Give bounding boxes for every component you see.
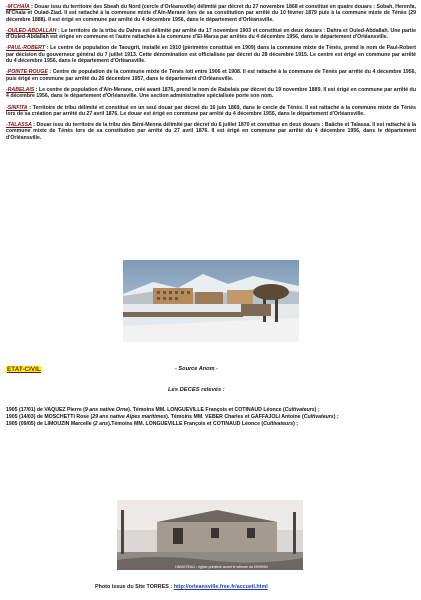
deces-record	[6, 407, 416, 414]
commune-description: : Le centre de population d'Aïn-Merane, créé avant 1876, prend le nom de Rabelais par décret du 19 novembre 1889. Il est érigé en commune par arrêté du 4 décembre 1956, dans le département d'Orléansville. Une section administrative spécialisée porte son nom.	[6, 86, 416, 100]
commune-entry	[6, 69, 416, 82]
source-label: - Source Anom -	[175, 366, 218, 372]
commune-name: -TALASSA	[6, 122, 32, 129]
deces-end: ) ;	[314, 407, 320, 413]
deces-detail: 2 ans	[94, 421, 109, 427]
deces-list	[6, 407, 416, 428]
commune-entry	[6, 87, 416, 100]
deces-rest: ). Témoins MM. LONGUEVILLE François et COTINAUD Léonce (	[128, 407, 285, 413]
photo-overlay-text: HANOTEAU - église primitive avant le séisme du 09/09/54	[175, 565, 268, 569]
commune-entry	[6, 122, 416, 141]
commune-description: : Le centre de population de Taougrit, installé en 1910 (périmètre constitué en 1909) dans la commune mixte de Ténès, prend le nom de Paul-Robert par décision du gouverneur général du 7 juillet 1913. Cette dénomination est officialisée par décret du 28 décembre 1915. Le centre est érigé en commune par arrêté du 4 décembre 1956, dans le département d'Orléansville.	[6, 45, 416, 65]
deces-rest: ).Témoins MM. LONGUEVILLE François et COTINAUD Léonce (	[108, 421, 264, 427]
deces-end: ) ;	[293, 421, 299, 427]
commune-name: -PAUL-ROBERT	[6, 45, 45, 52]
caption-prefix: Photo issue du Site TORRES :	[95, 584, 174, 590]
deces-date: 1905 (14/03) de MOSCHETTI Rose (	[6, 414, 93, 420]
deces-record	[6, 421, 416, 428]
deces-role: Cultivateurs	[303, 414, 334, 420]
commune-entry	[6, 45, 416, 64]
commune-description: : Territoire de tribu délimité et constitué en un seul douar par décret du 16 juin 1869, dans le cercle de Ténès. Il est rattaché à la commune mixte de Ténès lors de sa création par arrêté du 27 avril 1876. Le douar est érigé en commune par arrêté du 4 décembre 1956, dans le département d'Orléansville.	[6, 104, 416, 117]
deces-title: Les DECES relevés :	[168, 387, 225, 393]
deces-role: Cultivateurs	[263, 421, 294, 427]
commune-entry	[6, 105, 416, 118]
photo-caption	[95, 584, 268, 590]
commune-name: -OULED-ABDALLAH	[6, 27, 57, 34]
deces-detail: 9 ans native Orne	[84, 407, 129, 413]
torres-site-link[interactable]: http://orleansville.free.fr/accueil.html	[173, 584, 268, 590]
commune-entries	[6, 4, 416, 146]
town-photo	[123, 260, 299, 342]
commune-entry	[6, 4, 416, 23]
church-photo	[117, 500, 303, 570]
deces-date: 1905 (09/05) de LIMOUZIN Marcelle (	[6, 421, 95, 427]
deces-record	[6, 414, 416, 421]
commune-name: -RABELAIS	[6, 86, 35, 93]
commune-name: -POINTE-ROUGE	[6, 69, 48, 76]
commune-description: : Douar issu du territoire des Sbeah du Nord (cercle d'Orléansville) délimité par décret du 27 novembre 1868 et constitué en quatre douars : Sobah, Herenfa, M'Chaïa et Oulad-Ziad. Il est rattaché à la commune mixte d'Aïn-Merane lors de sa constitution par arrêté du 10 février 1879 puis à la commune mixte de Ténès (29 décembre 1888). Il est érigé en commune par arrêté du 4 décembre 1956, dans le département d'Orléansville.	[6, 4, 416, 23]
commune-entry	[6, 28, 416, 41]
deces-end: ) ;	[333, 414, 339, 420]
deces-date: 1905 (17/01) de VAQUEZ Pierre (	[6, 407, 85, 413]
commune-description: : Douar issu du territoire de la tribu des Béni-Menna délimité par décret du 6 juillet 1870 et constitué en deux douars : Baâche et Talassa. Il est rattaché à la commune mixte de Ténès lors de sa constitution par arrêté du 27 avril 1876. Il est érigé en commune par arrêté du 4 décembre 1956, dans le département d'Orléansville.	[6, 122, 416, 141]
church-photo-image	[117, 500, 303, 570]
commune-description: : Le territoire de la tribu du Dahra est délimité par arrêté du 17 novembre 1903 et constitué en deux douars : Dahra et Ouled-Abdallah. Une partie d'Ouled-Abdallah est érigée en commune et l'autre rattachée à la commune d'El-Marsa par arrêtés du 4 décembre 1956, dans le département d'Orléansville.	[6, 27, 416, 41]
deces-rest: ). Témoins MM. VEBER Charles et GAFFAJOLI Antoine (	[166, 414, 304, 420]
deces-role: Cultivateurs	[284, 407, 315, 413]
town-photo-image	[123, 260, 299, 342]
commune-name: -M'CHAÏA	[6, 4, 30, 10]
etat-civil-heading: ETAT-CIVIL	[7, 366, 41, 373]
deces-detail: 29 ans native Alpes maritimes	[92, 414, 167, 420]
commune-description: : Centre de population de la commune mixte de Ténès loti entre 1906 et 1908. Il est rattaché à la commune de Ténès par arrêté du 4 décembre 1956, puis érigé en commune par arrêté du 26 décembre 1957, dans le département d'Orléansville.	[6, 69, 416, 82]
commune-name: -SINFITA	[6, 104, 28, 111]
